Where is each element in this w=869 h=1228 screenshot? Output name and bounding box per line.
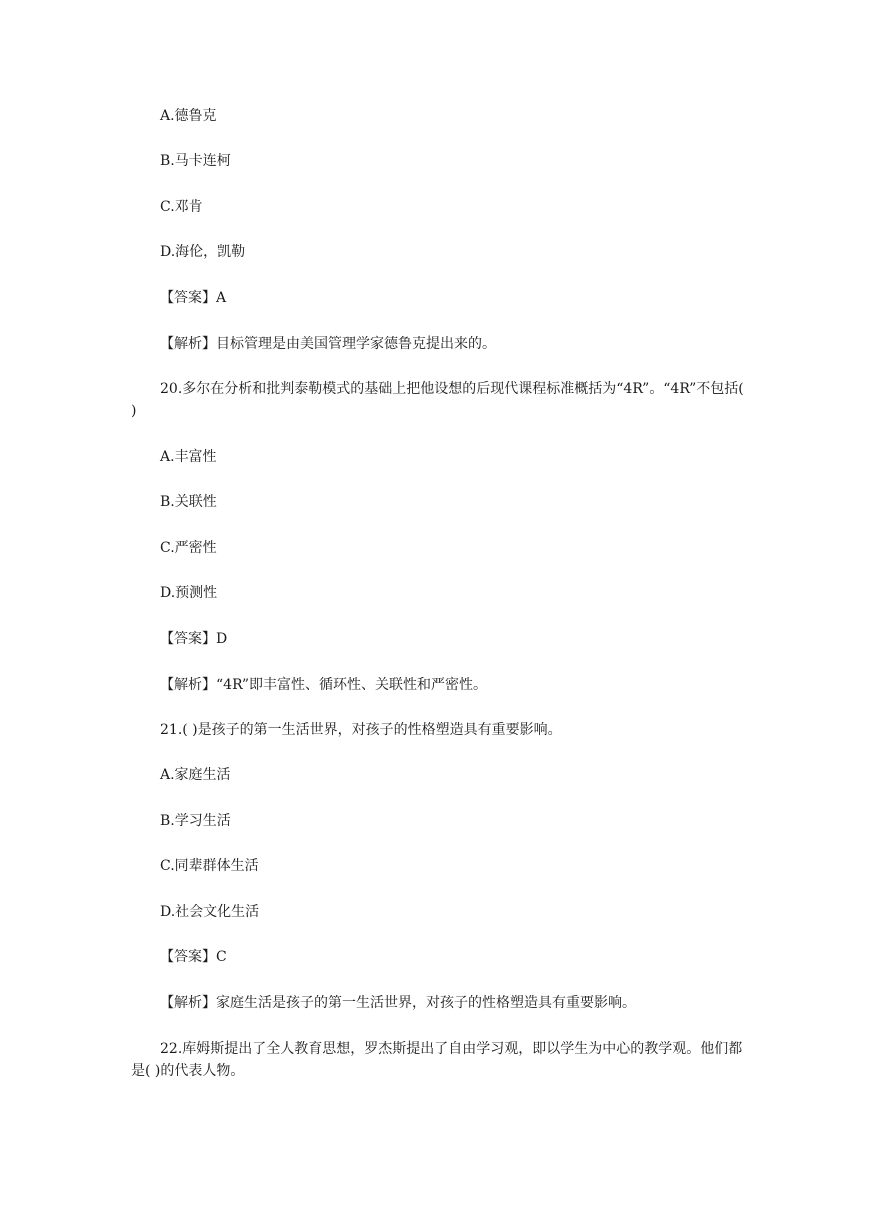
q20-option-c: C.严密性: [160, 540, 217, 556]
q20-option-d: D.预测性: [160, 585, 218, 601]
q19-option-b: B.马卡连柯: [160, 153, 231, 169]
q19-analysis: [160, 335, 496, 353]
answer-label: 【答案】: [160, 631, 216, 647]
analysis-label: 【解析】: [160, 336, 216, 352]
answer-value: D: [216, 631, 228, 647]
q22-stem: 22.库姆斯提出了全人教育思想，罗杰斯提出了自由学习观，即以学生为中心的教学观。他们都是( )的代表人物。: [131, 1041, 743, 1079]
answer-value: A: [216, 290, 227, 306]
answer-value: C: [216, 949, 227, 965]
q20-option-a: A.丰富性: [160, 449, 217, 465]
analysis-label: 【解析】: [160, 677, 216, 693]
answer-label: 【答案】: [160, 949, 216, 965]
q20-answer: [160, 630, 227, 648]
q21-answer: [160, 948, 227, 966]
analysis-text: “4R”即丰富性、循环性、关联性和严密性。: [216, 677, 487, 693]
q19-answer: [160, 289, 226, 307]
q21-stem: 21.( )是孩子的第一生活世界，对孩子的性格塑造具有重要影响。: [160, 722, 562, 738]
q21-option-c: C.同辈群体生活: [160, 858, 259, 874]
q21-option-d: D.社会文化生活: [160, 904, 260, 920]
q21-option-a: A.家庭生活: [160, 767, 231, 783]
q19-option-a: A.德鲁克: [160, 108, 217, 124]
q21-option-b: B.学习生活: [160, 813, 231, 829]
analysis-text: 家庭生活是孩子的第一生活世界，对孩子的性格塑造具有重要影响。: [216, 995, 636, 1011]
analysis-label: 【解析】: [160, 995, 216, 1011]
q20-option-b: B.关联性: [160, 494, 217, 510]
answer-label: 【答案】: [160, 290, 216, 306]
q19-option-c: C.邓肯: [160, 199, 203, 215]
analysis-text: 目标管理是由美国管理学家德鲁克提出来的。: [216, 336, 496, 352]
q20-stem: 20.多尔在分析和批判泰勒模式的基础上把他设想的后现代课程标准概括为“4R”。“4R”不包括( ): [131, 381, 744, 419]
q19-option-d: D.海伦，凯勒: [160, 244, 246, 260]
q20-analysis: [160, 676, 487, 694]
q21-analysis: [160, 994, 636, 1012]
